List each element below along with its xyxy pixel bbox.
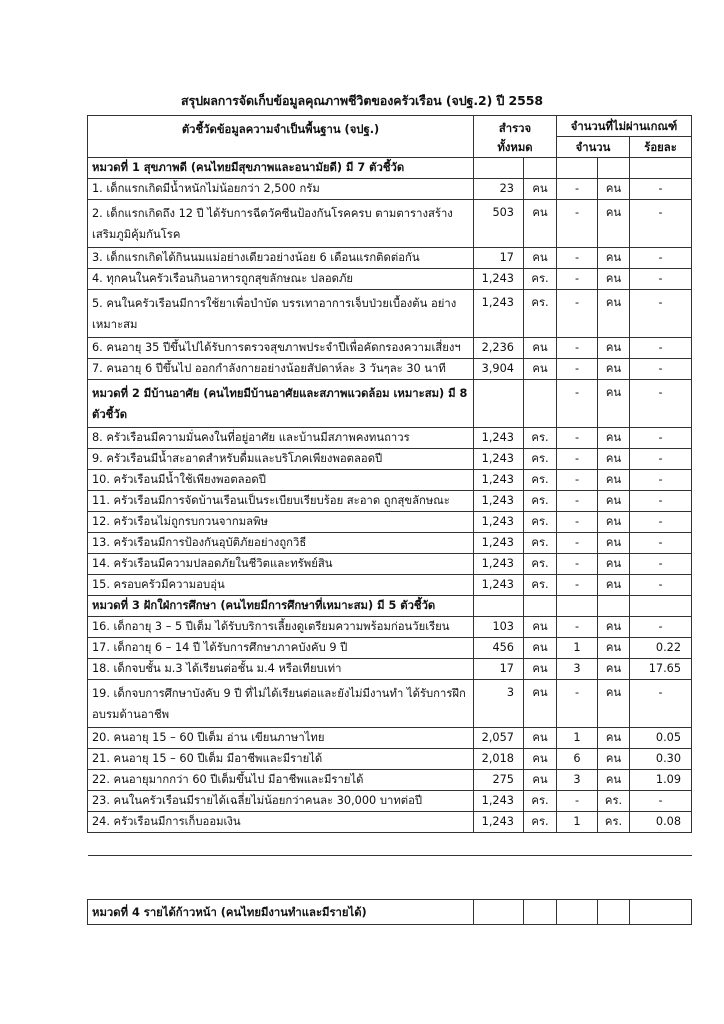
empty-cell (557, 833, 598, 856)
indicator-cell: หมวดที่ 2 มีบ้านอาศัย (คนไทยมีบ้านอาศัยและสภาพแวดล้อม เหมาะสม) มี 8 ตัวชี้วัด (88, 380, 474, 428)
empty-cell (630, 900, 692, 925)
indicator-cell: 17. เด็กอายุ 6 – 14 ปี ได้รับการศึกษาภาคบังคับ 9 ปี (88, 638, 474, 659)
fail-unit-cell (598, 158, 630, 179)
survey-total-cell: 1,243 (474, 575, 524, 596)
survey-unit-cell: คน (524, 179, 557, 200)
fail-count-cell (557, 158, 598, 179)
fail-count-cell: 3 (557, 659, 598, 680)
fail-unit-cell: คน (598, 338, 630, 359)
fail-percent-cell (630, 596, 692, 617)
indicator-cell: 3. เด็กแรกเกิดได้กินนมแม่อย่างเดียวอย่างน้อย 6 เดือนแรกติดต่อกัน (88, 248, 474, 269)
table-row (88, 512, 692, 533)
header-row-1 (88, 116, 692, 137)
fail-unit-cell: คน (598, 179, 630, 200)
table-row (88, 470, 692, 491)
table-row (88, 428, 692, 449)
survey-total-cell: 503 (474, 200, 524, 248)
survey-total-cell: 1,243 (474, 428, 524, 449)
header-count: จำนวน (557, 137, 630, 158)
survey-unit-cell: คร. (524, 470, 557, 491)
fail-percent-cell: - (630, 359, 692, 380)
indicator-cell: 7. คนอายุ 6 ปีขึ้นไป ออกกำลังกายอย่างน้อยสัปดาห์ละ 3 วันๆละ 30 นาที (88, 359, 474, 380)
survey-total-cell: 456 (474, 638, 524, 659)
indicator-cell: 11. ครัวเรือนมีการจัดบ้านเรือนเป็นระเบียบเรียบร้อย สะอาด ถูกสุขลักษณะ (88, 491, 474, 512)
survey-total-cell: 103 (474, 617, 524, 638)
survey-total-cell: 1,243 (474, 269, 524, 290)
survey-unit-cell (524, 380, 557, 428)
survey-total-cell: 275 (474, 770, 524, 791)
fail-percent-cell: - (630, 248, 692, 269)
fail-percent-cell: - (630, 449, 692, 470)
fail-unit-cell: คน (598, 380, 630, 428)
empty-cell (598, 833, 630, 856)
fail-count-cell: - (557, 680, 598, 728)
header-indicator: ตัวชี้วัดข้อมูลความจำเป็นพื้นฐาน (จปฐ.) (88, 116, 474, 158)
survey-unit-cell: คร. (524, 533, 557, 554)
table-row (88, 290, 692, 338)
fail-percent-cell: - (630, 554, 692, 575)
table-row (88, 491, 692, 512)
survey-unit-cell: คร. (524, 269, 557, 290)
category-row (88, 158, 692, 179)
indicator-cell: 5. คนในครัวเรือนมีการใช้ยาเพื่อบำบัด บรรเทาอาการเจ็บป่วยเบื้องต้น อย่างเหมาะสม (88, 290, 474, 338)
indicator-cell: 13. ครัวเรือนมีการป้องกันอุบัติภัยอย่างถูกวิธี (88, 533, 474, 554)
survey-total-cell: 1,243 (474, 533, 524, 554)
table-row (88, 659, 692, 680)
table-row (88, 269, 692, 290)
survey-total-cell: 3 (474, 680, 524, 728)
survey-unit-cell: คร. (524, 290, 557, 338)
fail-percent-cell: - (630, 491, 692, 512)
survey-unit-cell: คร. (524, 575, 557, 596)
table-row (88, 680, 692, 728)
fail-unit-cell: คร. (598, 791, 630, 812)
fail-unit-cell: คน (598, 728, 630, 749)
fail-unit-cell: คน (598, 491, 630, 512)
fail-count-cell: - (557, 359, 598, 380)
header-percent: ร้อยละ (630, 137, 692, 158)
fail-unit-cell: คน (598, 248, 630, 269)
fail-unit-cell: คน (598, 575, 630, 596)
fail-unit-cell: คน (598, 749, 630, 770)
indicator-cell: 18. เด็กจบชั้น ม.3 ได้เรียนต่อชั้น ม.4 หรือเทียบเท่า (88, 659, 474, 680)
fail-count-cell: - (557, 470, 598, 491)
survey-total-cell: 2,236 (474, 338, 524, 359)
indicator-cell: 23. คนในครัวเรือนมีรายได้เฉลี่ยไม่น้อยกว่าคนละ 30,000 บาทต่อปี (88, 791, 474, 812)
category-4-table (87, 899, 692, 925)
fail-percent-cell: 1.09 (630, 770, 692, 791)
survey-total-cell: 1,243 (474, 554, 524, 575)
fail-unit-cell: คน (598, 449, 630, 470)
survey-unit-cell: คน (524, 638, 557, 659)
survey-total-cell: 1,243 (474, 512, 524, 533)
table-row (88, 638, 692, 659)
table-row (88, 338, 692, 359)
indicator-cell: 22. คนอายุมากกว่า 60 ปีเต็มขึ้นไป มีอาชีพและมีรายได้ (88, 770, 474, 791)
indicator-cell: 15. ครอบครัวมีความอบอุ่น (88, 575, 474, 596)
fail-percent-cell: 0.08 (630, 812, 692, 833)
survey-unit-cell: คร. (524, 791, 557, 812)
indicator-cell: 21. คนอายุ 15 – 60 ปีเต็ม มีอาชีพและมีรายได้ (88, 749, 474, 770)
fail-percent-cell: - (630, 575, 692, 596)
fail-count-cell: - (557, 512, 598, 533)
survey-total-cell: 2,057 (474, 728, 524, 749)
fail-unit-cell: คน (598, 290, 630, 338)
fail-percent-cell: - (630, 512, 692, 533)
table-row (88, 617, 692, 638)
table-row (88, 533, 692, 554)
spacer-row (88, 833, 692, 856)
empty-cell (474, 833, 524, 856)
indicator-cell: 16. เด็กอายุ 3 – 5 ปีเต็ม ได้รับบริการเลี้ยงดูเตรียมความพร้อมก่อนวัยเรียน (88, 617, 474, 638)
header-survey-line2: ทั้งหมด (497, 141, 533, 154)
table-row (88, 248, 692, 269)
survey-total-cell: 17 (474, 659, 524, 680)
survey-total-cell: 1,243 (474, 449, 524, 470)
survey-total-cell: 3,904 (474, 359, 524, 380)
indicator-cell: 9. ครัวเรือนมีน้ำสะอาดสำหรับดื่มและบริโภคเพียงพอตลอดปี (88, 449, 474, 470)
fail-count-cell: 1 (557, 638, 598, 659)
fail-unit-cell: คน (598, 659, 630, 680)
table-row (88, 554, 692, 575)
survey-unit-cell: คร. (524, 812, 557, 833)
survey-unit-cell: คน (524, 359, 557, 380)
fail-unit-cell: คน (598, 770, 630, 791)
header-survey-line1: สำรวจ (498, 122, 532, 135)
indicator-cell: หมวดที่ 3 ฝักใฝ่การศึกษา (คนไทยมีการศึกษาที่เหมาะสม) มี 5 ตัวชี้วัด (88, 596, 474, 617)
fail-unit-cell: คน (598, 554, 630, 575)
survey-total-cell: 1,243 (474, 791, 524, 812)
survey-unit-cell: คร. (524, 449, 557, 470)
survey-total-cell: 1,243 (474, 812, 524, 833)
fail-count-cell: - (557, 791, 598, 812)
fail-percent-cell: 0.30 (630, 749, 692, 770)
fail-percent-cell (630, 158, 692, 179)
empty-cell (598, 900, 630, 925)
indicator-cell: 24. ครัวเรือนมีการเก็บออมเงิน (88, 812, 474, 833)
empty-cell (557, 900, 598, 925)
fail-unit-cell: คน (598, 638, 630, 659)
fail-unit-cell: คน (598, 680, 630, 728)
fail-percent-cell: - (630, 200, 692, 248)
table-row (88, 728, 692, 749)
table-body (88, 158, 692, 856)
table-row (88, 749, 692, 770)
category-4-label: หมวดที่ 4 รายได้ก้าวหน้า (คนไทยมีงานทำและมีรายได้) (88, 900, 474, 925)
fail-unit-cell: คน (598, 617, 630, 638)
fail-percent-cell: - (630, 470, 692, 491)
empty-cell (88, 833, 474, 856)
fail-unit-cell: คน (598, 359, 630, 380)
fail-unit-cell: คน (598, 470, 630, 491)
fail-count-cell: - (557, 533, 598, 554)
fail-count-cell: - (557, 617, 598, 638)
fail-count-cell: - (557, 449, 598, 470)
survey-unit-cell: คน (524, 728, 557, 749)
survey-unit-cell: คน (524, 680, 557, 728)
table-row (88, 449, 692, 470)
indicator-cell: 20. คนอายุ 15 – 60 ปีเต็ม อ่าน เขียนภาษาไทย (88, 728, 474, 749)
empty-cell (474, 900, 524, 925)
indicator-cell: 19. เด็กจบการศึกษาบังคับ 9 ปี ที่ไม่ได้เรียนต่อและยังไม่มีงานทำ ได้รับการฝึกอบรมด้านอาชีพ (88, 680, 474, 728)
empty-cell (524, 833, 557, 856)
category-row (88, 380, 692, 428)
fail-unit-cell: คร. (598, 812, 630, 833)
fail-count-cell: - (557, 290, 598, 338)
survey-unit-cell: คน (524, 617, 557, 638)
survey-unit-cell: คร. (524, 512, 557, 533)
indicator-cell: 10. ครัวเรือนมีน้ำใช้เพียงพอตลอดปี (88, 470, 474, 491)
survey-total-cell: 2,018 (474, 749, 524, 770)
fail-count-cell (557, 596, 598, 617)
fail-count-cell: - (557, 269, 598, 290)
survey-total-cell: 23 (474, 179, 524, 200)
indicator-cell: 6. คนอายุ 35 ปีขึ้นไปได้รับการตรวจสุขภาพประจำปีเพื่อคัดกรองความเสี่ยงฯ (88, 338, 474, 359)
fail-unit-cell: คน (598, 269, 630, 290)
fail-percent-cell: - (630, 680, 692, 728)
survey-unit-cell: คน (524, 338, 557, 359)
fail-unit-cell: คน (598, 533, 630, 554)
table-row (88, 770, 692, 791)
survey-total-cell: 1,243 (474, 290, 524, 338)
survey-unit-cell: คน (524, 770, 557, 791)
survey-unit-cell (524, 158, 557, 179)
indicator-cell: 14. ครัวเรือนมีความปลอดภัยในชีวิตและทรัพย์สิน (88, 554, 474, 575)
empty-cell (524, 900, 557, 925)
fail-count-cell: - (557, 380, 598, 428)
fail-count-cell: 1 (557, 812, 598, 833)
survey-total-cell (474, 380, 524, 428)
empty-cell (630, 833, 692, 856)
indicator-cell: 4. ทุกคนในครัวเรือนกินอาหารถูกสุขลักษณะ ปลอดภัย (88, 269, 474, 290)
fail-percent-cell: - (630, 179, 692, 200)
survey-total-cell (474, 158, 524, 179)
table-row (88, 812, 692, 833)
fail-count-cell: - (557, 491, 598, 512)
fail-count-cell: - (557, 554, 598, 575)
fail-unit-cell: คน (598, 428, 630, 449)
category-row (88, 900, 692, 925)
fail-percent-cell: 17.65 (630, 659, 692, 680)
fail-count-cell: 6 (557, 749, 598, 770)
fail-count-cell: - (557, 338, 598, 359)
fail-unit-cell (598, 596, 630, 617)
indicator-cell: หมวดที่ 1 สุขภาพดี (คนไทยมีสุขภาพและอนามัยดี) มี 7 ตัวชี้วัด (88, 158, 474, 179)
table-row (88, 359, 692, 380)
survey-unit-cell: คน (524, 659, 557, 680)
fail-count-cell: - (557, 248, 598, 269)
indicator-cell: 12. ครัวเรือนไม่ถูกรบกวนจากมลพิษ (88, 512, 474, 533)
header-fail-group: จำนวนที่ไม่ผ่านเกณฑ์ (557, 116, 692, 137)
table-row (88, 791, 692, 812)
fail-percent-cell: - (630, 290, 692, 338)
survey-total-cell: 1,243 (474, 470, 524, 491)
fail-percent-cell: - (630, 791, 692, 812)
fail-percent-cell: - (630, 338, 692, 359)
page-title: สรุปผลการจัดเก็บข้อมูลคุณภาพชีวิตของครัวเรือน (จปฐ.2) ปี 2558 (181, 93, 543, 108)
survey-total-cell (474, 596, 524, 617)
fail-count-cell: - (557, 179, 598, 200)
fail-count-cell: - (557, 575, 598, 596)
fail-percent-cell: - (630, 269, 692, 290)
fail-count-cell: - (557, 428, 598, 449)
indicator-cell: 8. ครัวเรือนมีความมั่นคงในที่อยู่อาศัย และบ้านมีสภาพคงทนถาวร (88, 428, 474, 449)
fail-percent-cell: - (630, 380, 692, 428)
header-survey-total (474, 116, 557, 158)
table-row (88, 200, 692, 248)
survey-total-cell: 17 (474, 248, 524, 269)
fail-percent-cell: - (630, 617, 692, 638)
fail-percent-cell: 0.22 (630, 638, 692, 659)
quality-of-life-table (87, 115, 692, 856)
survey-unit-cell: คน (524, 749, 557, 770)
fail-count-cell: - (557, 200, 598, 248)
survey-unit-cell: คร. (524, 428, 557, 449)
survey-unit-cell: คน (524, 248, 557, 269)
survey-unit-cell (524, 596, 557, 617)
survey-unit-cell: คร. (524, 554, 557, 575)
category-row (88, 596, 692, 617)
survey-unit-cell: คร. (524, 491, 557, 512)
survey-unit-cell: คน (524, 200, 557, 248)
fail-count-cell: 3 (557, 770, 598, 791)
fail-percent-cell: - (630, 428, 692, 449)
table-row (88, 179, 692, 200)
fail-count-cell: 1 (557, 728, 598, 749)
indicator-cell: 2. เด็กแรกเกิดถึง 12 ปี ได้รับการฉีดวัคซีนป้องกันโรคครบ ตามตารางสร้างเสริมภูมิคุ้มกันโรค (88, 200, 474, 248)
table-row (88, 575, 692, 596)
indicator-cell: 1. เด็กแรกเกิดมีน้ำหนักไม่น้อยกว่า 2,500 กรัม (88, 179, 474, 200)
fail-percent-cell: - (630, 533, 692, 554)
fail-percent-cell: 0.05 (630, 728, 692, 749)
fail-unit-cell: คน (598, 200, 630, 248)
survey-total-cell: 1,243 (474, 491, 524, 512)
fail-unit-cell: คน (598, 512, 630, 533)
